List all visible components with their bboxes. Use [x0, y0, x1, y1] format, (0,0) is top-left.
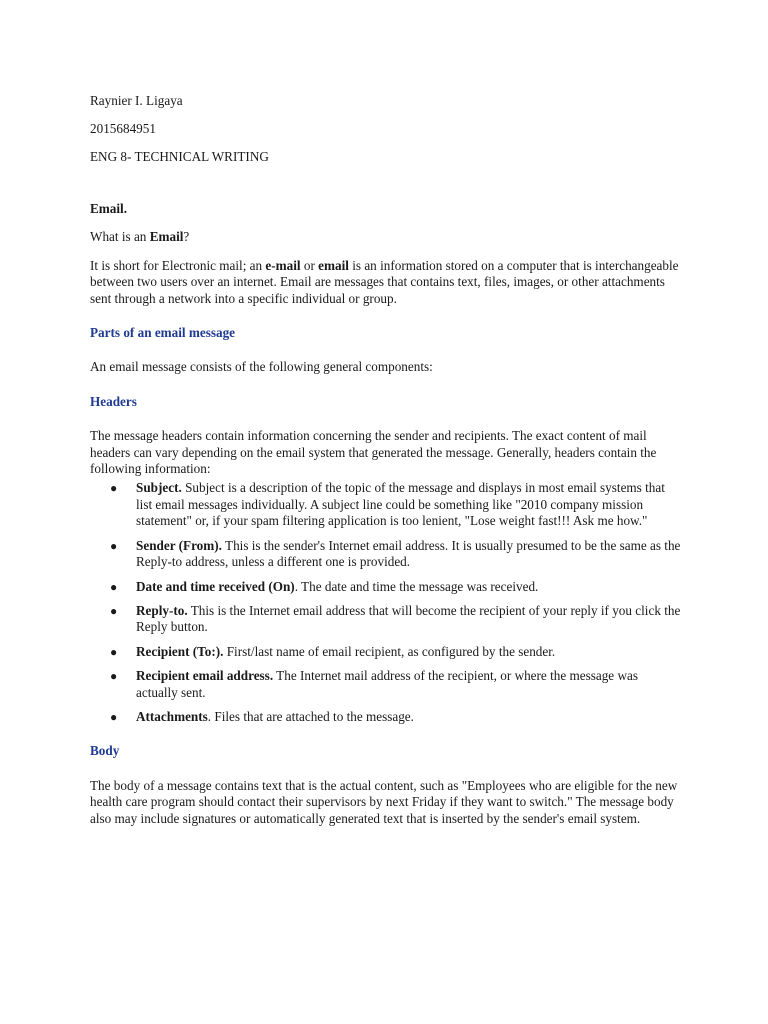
list-item-sender: [90, 538, 682, 571]
list-item-date: [90, 579, 682, 595]
document-title: Email.: [90, 201, 127, 216]
list-item-subject: [90, 480, 682, 529]
list-item-recipient: [90, 644, 682, 660]
bullet-icon: ●: [110, 644, 118, 659]
parts-heading: Parts of an email message: [90, 325, 236, 341]
list-item-term: Recipient email address.: [136, 668, 274, 684]
list-item-text: Subject is a description of the topic of the message and displays in most email systems that list email messages individually. A subject line could be something like "2010 company mission statement" or, if your spam filtering application is too lenient, "Lose weight fast!!! Ask me how.": [136, 480, 665, 529]
bullet-icon: ●: [110, 709, 118, 724]
author-name: Raynier I. Ligaya: [90, 93, 183, 108]
list-item-recipient-address: [90, 668, 682, 701]
list-item-term: Reply-to.: [136, 602, 188, 618]
student-id: 2015684951: [90, 121, 156, 136]
list-item-text: This is the Internet email address that will become the recipient of your reply if you click the Reply button.: [136, 602, 681, 635]
list-item-reply-to: [90, 603, 682, 636]
question-term: Email: [149, 229, 184, 245]
bullet-icon: ●: [110, 481, 118, 496]
list-item-text: . Files that are attached to the message.: [207, 708, 414, 724]
intro-term-email-hyphen: e-mail: [265, 257, 301, 273]
list-item-term: Date and time received (On): [136, 578, 295, 594]
list-item-term: Attachments: [136, 708, 208, 724]
intro-term-email: email: [318, 257, 349, 273]
document-page: [90, 93, 682, 827]
headers-paragraph: The message headers contain information concerning the sender and recipients. The exact content of mail headers can vary depending on the email system that generated the message. Generally, headers contain the following information:: [90, 428, 657, 477]
body-paragraph: The body of a message contains text that is the actual content, such as "Employees who are eligible for the new health care program should contact their supervisors by next Friday if they want to switch." The message body also may include signatures or automatically generated text that is inserted by the sender's email system.: [90, 777, 678, 826]
course-name: ENG 8- TECHNICAL WRITING: [90, 149, 269, 164]
list-item-term: Subject.: [136, 480, 182, 496]
intro-text-2: or: [300, 257, 319, 273]
header-fields-list: [90, 480, 682, 725]
bullet-icon: ●: [110, 579, 118, 594]
bullet-icon: ●: [110, 603, 118, 618]
headers-heading: Headers: [90, 393, 137, 409]
list-item-text: . The date and time the message was received.: [294, 578, 539, 594]
list-item-attachments: [90, 709, 682, 725]
question-line: [90, 229, 682, 245]
list-item-text: The Internet mail address of the recipient, or where the message was actually sent.: [136, 668, 638, 700]
list-item-text: First/last name of email recipient, as configured by the sender.: [223, 643, 556, 659]
question-prefix: What is an: [90, 229, 150, 245]
list-item-text: This is the sender's Internet email address. It is usually presumed to be the same as the Reply-to address, unless a different one is provided.: [136, 537, 681, 570]
intro-paragraph: [90, 258, 682, 307]
intro-text-3: is an information stored on a computer that is interchangeable between two users over an internet. Email are messages that contains text, files, images, or other attachments sent through a network into a specific individual or group.: [90, 257, 679, 306]
list-item-term: Recipient (To:).: [136, 643, 224, 659]
bullet-icon: ●: [110, 669, 118, 684]
consists-paragraph: An email message consists of the following general components:: [90, 359, 433, 375]
bullet-icon: ●: [110, 538, 118, 553]
question-suffix: ?: [183, 229, 190, 245]
list-item-term: Sender (From).: [136, 537, 222, 553]
body-heading: Body: [90, 743, 120, 759]
intro-text-1: It is short for Electronic mail; an: [90, 257, 266, 273]
